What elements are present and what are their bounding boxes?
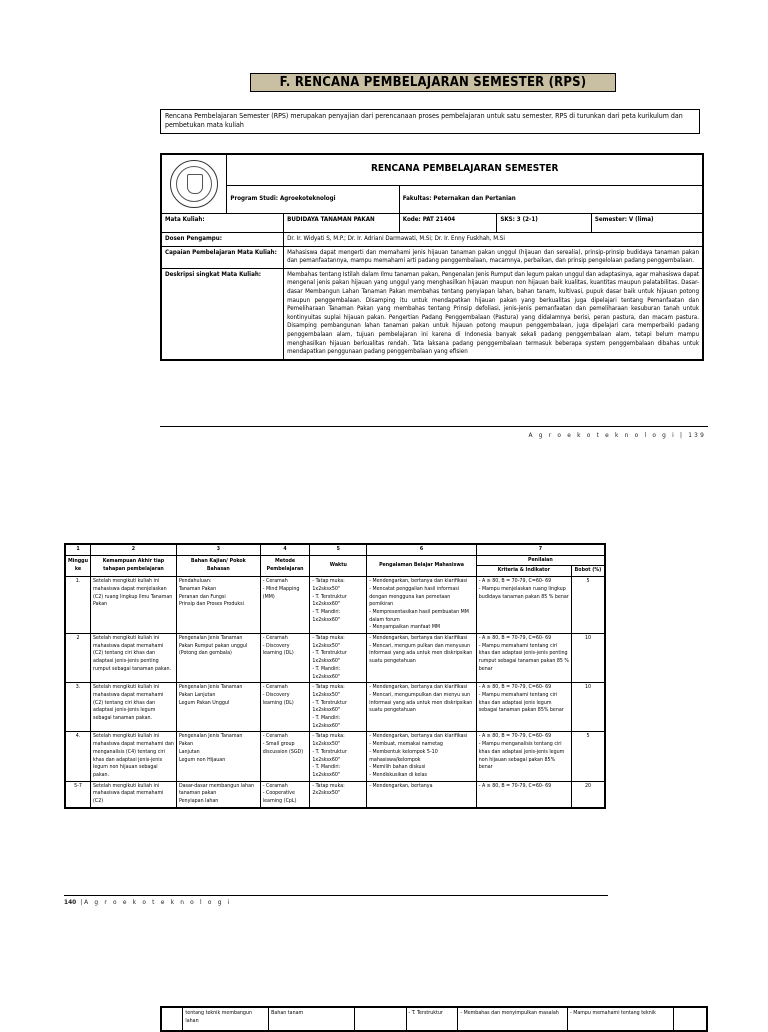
header-pengalaman: Pengalaman Belajar Mahasiswa <box>367 555 477 576</box>
bahan-cell: Pengenalan Jenis Tanaman Pakan Lanjutan Legum non Hijauan <box>176 732 260 781</box>
bobot-cell: 5 <box>572 732 605 781</box>
schedule-body <box>65 577 605 808</box>
kemampuan-cell: Setelah mengikuti kuliah ini mahasiswa dapat memahami (C2) <box>91 781 177 808</box>
bahan-cell: Pengenalan Jenis Tanaman Pakan Rumput pakan unggul (Potong dan gembala) <box>176 634 260 683</box>
metode-cell: - Ceramah - Small group discussion (SGD) <box>260 732 310 781</box>
table-row <box>65 683 605 732</box>
metode-cell: - Ceramah - Cooperative learning (CpL) <box>260 781 310 808</box>
col-number: 6 <box>367 544 477 555</box>
waktu-cell: - Tatap muka: 1x2sksx50" - T. Terstruktur 1x2sksx60" - T. Mandiri: 1x2sksx60" <box>310 683 367 732</box>
sks: SKS: 3 (2-1) <box>497 214 592 233</box>
footer-139: A g r o e k o t e k n o l o g i | 139 <box>528 431 706 439</box>
semester: Semester: V (lima) <box>591 214 703 233</box>
mata-kuliah-value: BUDIDAYA TANAMAN PAKAN <box>284 214 400 233</box>
kode: Kode: PAT 21404 <box>399 214 497 233</box>
metode-cell: - Ceramah - Mind Mapping (MM) <box>260 577 310 634</box>
header-minggu: Minggu ke <box>65 555 91 576</box>
minggu-cell: 5-7 <box>65 781 91 808</box>
col-number: 1 <box>65 544 91 555</box>
pengalaman-cell: - Mendengarkan, bertanya <box>367 781 477 808</box>
footer-brand: A g r o e k o t e k n o l o g i <box>84 898 232 906</box>
next-page-table <box>160 1006 708 1032</box>
waktu-cell: - Tatap muka: 1x2sksx50" - T. Terstruktur 1x2sksx60" - T. Mandiri: 1x2sksx60" <box>310 634 367 683</box>
cell: - Membahas dan menyimpulkan masalah <box>458 1007 568 1031</box>
bahan-cell: Pendahuluan: Tanaman Pakan Peranan dan Fungsi Prinsip dan Proses Produksi <box>176 577 260 634</box>
deskripsi-label: Deskripsi singkat Mata Kuliah: <box>161 268 284 359</box>
minggu-cell: 3. <box>65 683 91 732</box>
bobot-cell: 10 <box>572 634 605 683</box>
metode-cell: - Ceramah - Discovery learning (DL) <box>260 683 310 732</box>
page-number: 140 <box>64 898 77 906</box>
cell: tentang teknik membangun lahan <box>183 1007 269 1031</box>
cell: Bahan tanam <box>269 1007 355 1031</box>
mata-kuliah-label: Mata Kuliah: <box>161 214 284 233</box>
kriteria-cell: - A ≥ 80, B = 70-79, C=60- 69 <box>476 781 571 808</box>
cell <box>354 1007 406 1031</box>
section-title: F. RENCANA PEMBELAJARAN SEMESTER (RPS) <box>250 73 616 92</box>
deskripsi-value: Membahas tentang Istilah dalam Ilmu tanaman pakan, Pengenalan Jenis Rumput dan legum pakan unggul dan adaptasinya, agar mahasiswa dapat mengenal jenis pakan hijauan yang unggul yang menghasilkan hijauan maupun non hijauan baik kualitas, kuantitas maupun palatabilitas. Dasar-dasar Membangun Lahan Tanaman Pakan membahas tentang penyiapan lahan, bahan tanam, kultivasi, pupuk dasar baik untuk hijauan potong maupun penggembalaan. Disamping itu untuk mendapatkan hijauan pakan yang berkualitas juga dipelajari tentang Pemanfaatan dan Pemeliharaan Tanaman Pakan yang membahas tentang Prinsip defoliasi, jenis-jenis pemanfaatan dan pemeliharaan kesuburan tanah untuk kontinyuitas suplai hijauan pakan. Pengertian Padang Penggembalaan (Pastura) yang didalamnya berisi, peran pastura, dan macam pastura. Disamping pembangunan lahan tanaman pakan untuk hijauan potong maupun penggembalaan, juga dipelajari cara memperbaiki padang penggembalaan alam, tujuan pembelajaran ini karena di Indonesia banyak sekali padang penggembalaan alam, tetapi belum mampu menghasilkan hijauan berkualitas rendah. Tata laksana padang penggembalaan termasuk beberapa system penggembalaan dibahas untuk mendapatkan penggunaan padang penggembalaan yang efisien <box>284 268 703 359</box>
pengalaman-cell: - Mendengarkan, bertanya dan klarifikasi - Mencari, mengumpulkan dan menyu sun informasi yang ada untuk men diskripsikan suatu pengetahuan <box>367 683 477 732</box>
header-waktu: Waktu <box>310 555 367 576</box>
kemampuan-cell: Setelah mengikuti kuliah ini mahasiswa dapat memahami (C2) tentang ciri khas dan adaptasi jenis-jenis legum sebagai tanaman pakan. <box>91 683 177 732</box>
bahan-cell: Pengenalan Jenis Tanaman Pakan Lanjutan Legum Pakan Unggul <box>176 683 260 732</box>
kemampuan-cell: Setelah mengikuti kuliah ini mahasiswa dapat memahami (C2) tentang ciri khas dan adaptasi jenis-jenis penting rumput sebagai tanaman pakan. <box>91 634 177 683</box>
minggu-cell: 1. <box>65 577 91 634</box>
pengalaman-cell: - Mendengarkan, bertanya dan klarifikasi - Membuat, memakai nametag - Membentuk kelompok 5-10 mahasiswa/kelompok - Memilih bahan diskusi - Mendiskusikan di kelas <box>367 732 477 781</box>
header-kemampuan: Kemampuan Akhir tiap tahapan pembelajaran <box>91 555 177 576</box>
dosen-value: Dr. Ir. Widyati S, M.P.; Dr. Ir. Adriani Darmawati, M.Si; Dr. Ir. Enny Fuskhah, M.Si <box>284 233 703 247</box>
cell <box>161 1007 183 1031</box>
footer-rule-139 <box>160 426 708 427</box>
kemampuan-cell: Setelah mengikuti kuliah ini mahasiswa dapat menjelaskan (C2) ruang lingkup Ilmu Tanaman Pakan <box>91 577 177 634</box>
footer-140: 140 | A g r o e k o t e k n o l o g i <box>64 898 232 906</box>
header-kriteria: Kriteria & Indikator <box>476 566 571 577</box>
bahan-cell: Dasar-dasar membangun lahan tanaman pakan Penyiapan lahan <box>176 781 260 808</box>
capaian-value: Mahasiswa dapat mengerti dan memahami jenis hijauan tanaman pakan unggul (hijauan dan serealia), prinsip-prinsip budidaya tanaman pakan dan pemanfaatannya, mampu memahami arti padang penggembalaan, macamnya, perbaikan, dan prinsip pengelolaan padang penggembalaan. <box>284 246 703 268</box>
pengalaman-cell: - Mendengarkan, bertanya dan klarifikasi - Mencatat penggalian hasil informasi dengan mengguna kan pemetaan pemikiran - Mempresentasikan hasil pembuatan MM dalam forum - Menyampaikan manfaat MM <box>367 577 477 634</box>
minggu-cell: 2 <box>65 634 91 683</box>
kriteria-cell: - A ≥ 80, B = 70-79, C=60- 69 - Mampu memahami tentang ciri khas dan adaptasi jenis-jenis penting rumput sebagai tanaman pakan 85 % benar <box>476 634 571 683</box>
dosen-label: Dosen Pengampu: <box>161 233 284 247</box>
header-bahan: Bahan Kajian/ Pokok Bahasan <box>176 555 260 576</box>
cell: - Mampu memahami tentang teknik <box>568 1007 674 1031</box>
waktu-cell: - Tatap muka: 1x2sksx50" - T. Terstruktur 1x2sksx60" - T. Mandiri: 1x2sksx60" <box>310 732 367 781</box>
rps-title: RENCANA PEMBELAJARAN SEMESTER <box>227 154 703 185</box>
schedule-table <box>64 543 606 809</box>
table-row <box>65 634 605 683</box>
table-row <box>65 732 605 781</box>
col-number: 5 <box>310 544 367 555</box>
col-number: 7 <box>476 544 605 555</box>
cell <box>673 1007 707 1031</box>
footer-rule-140 <box>64 895 608 896</box>
fakultas: Fakultas: Peternakan dan Pertanian <box>399 185 703 213</box>
bobot-cell: 10 <box>572 683 605 732</box>
minggu-cell: 4. <box>65 732 91 781</box>
waktu-cell: - Tatap muka: 2x2sksx50" <box>310 781 367 808</box>
col-number: 2 <box>91 544 177 555</box>
bobot-cell: 20 <box>572 781 605 808</box>
col-number: 3 <box>176 544 260 555</box>
table-row <box>65 577 605 634</box>
university-logo <box>170 160 218 208</box>
waktu-cell: - Tatap muka: 1x2sksx50" - T. Terstruktur 1x2sksx60" - T. Mandiri: 1x2sksx60" <box>310 577 367 634</box>
program-studi: Program Studi: Agroekoteknologi <box>227 185 399 213</box>
university-logo-cell <box>161 154 227 214</box>
pengalaman-cell: - Mendengarkan, bertanya dan klarifikasi - Mencari, mengum pulkan dan menyusun informasi yang ada untuk men diskripsikan suatu pengetahuan <box>367 634 477 683</box>
bobot-cell: 5 <box>572 577 605 634</box>
table-row <box>65 781 605 808</box>
kriteria-cell: - A ≥ 80, B = 70-79, C=60- 69 - Mampu menjelaskan ruang lingkup budidaya tanaman pakan 85 % benar <box>476 577 571 634</box>
kriteria-cell: - A ≥ 80, B = 70-79, C=60- 69 - Mampu menganalisis tentang ciri khas dan adaptasi jenis-jenis legum non hijauan sebagai pakan 85% benar <box>476 732 571 781</box>
col-number: 4 <box>260 544 310 555</box>
kemampuan-cell: Setelah mengikuti kuliah ini mahasiswa dapat memahami dan menganalisis (C4) tentang ciri khas dan adaptasi jenis-jenis legum non hijauan sebagai pakan. <box>91 732 177 781</box>
capaian-label: Capaian Pembelajaran Mata Kuliah: <box>161 246 284 268</box>
rps-header-table <box>160 153 704 361</box>
header-penilaian: Penilaian <box>476 555 605 566</box>
header-metode: Metode Pembelajaran <box>260 555 310 576</box>
metode-cell: - Ceramah - Discovery learning (DL) <box>260 634 310 683</box>
kriteria-cell: - A ≥ 80, B = 70-79, C=60- 69 - Mampu memahami tentang ciri khas dan adaptasi jenis legum sebagai tanaman pakan 85% benar <box>476 683 571 732</box>
cell: - T. Terstruktur <box>406 1007 458 1031</box>
header-bobot: Bobot (%) <box>572 566 605 577</box>
intro-paragraph: Rencana Pembelajaran Semester (RPS) merupakan penyajian dari perencanaan proses pembelajaran untuk satu semester. RPS di turunkan dari peta kurikulum dan pembetukan mata kuliah <box>160 109 700 134</box>
